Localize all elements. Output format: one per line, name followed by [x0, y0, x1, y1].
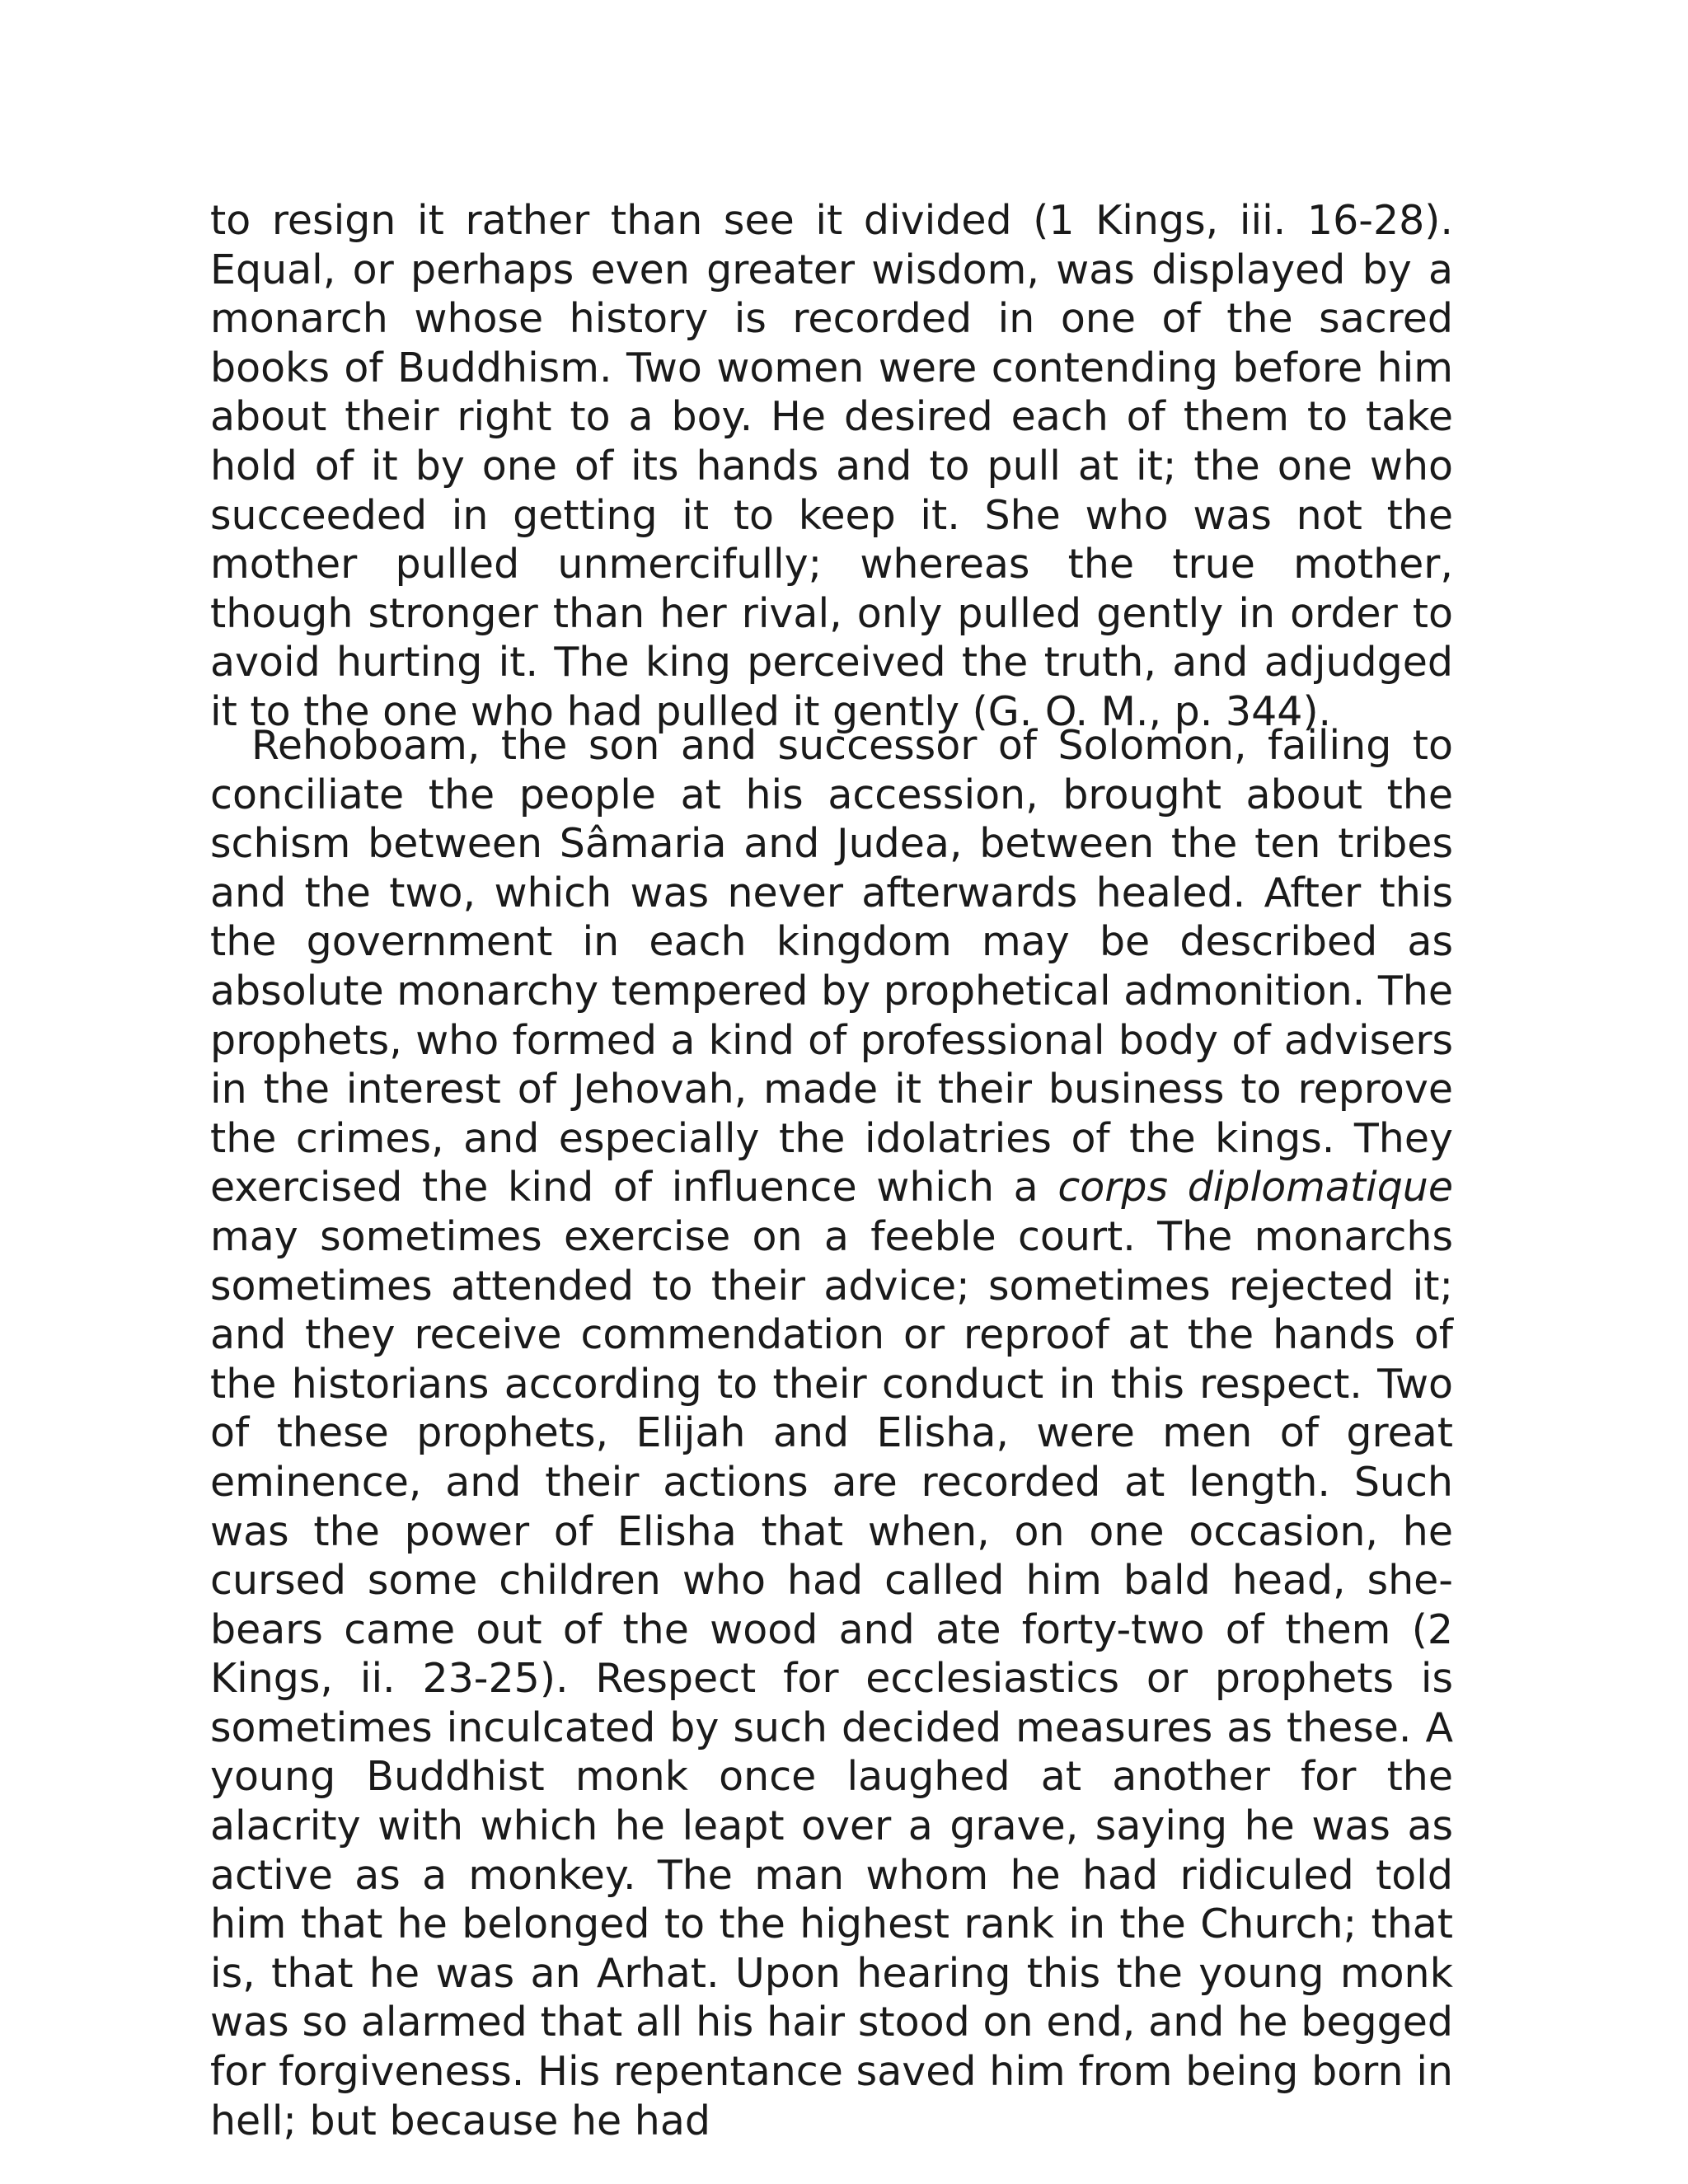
italic-phrase: corps diplomatique	[1057, 1164, 1453, 1212]
paragraph-text-before-italic: Rehoboam, the son and successor of Solomon, failing to conciliate the people at his accession, brought about the schism between Sâmaria and Judea, between the ten tribes and the two, which was never afterwards healed. After this the government in each kingdom may be described as absolute monarchy tempered by prophetical admonition. The prophets, who formed a kind of professional body of advisers in the interest of Jehovah, made it their business to reprove the crimes, and especially the idolatries of the kings. They exercised the kind of influence which a	[210, 722, 1453, 1212]
paragraph-rehoboam	[210, 721, 1453, 2145]
paragraph-text-after-italic: may sometimes exercise on a feeble court. The monarchs sometimes attended to their advice; sometimes rejected it; and they receive commendation or reproof at the hands of the historians according to their conduct in this respect. Two of these prophets, Elijah and Elisha, were men of great eminence, and their actions are recorded at length. Such was the power of Elisha that when, on one occasion, he cursed some children who had called him bald head, she-bears came out of the wood and ate forty-two of them (2 Kings, ii. 23-25). Respect for ecclesiastics or prophets is sometimes inculcated by such decided measures as these. A young Buddhist monk once laughed at another for the alacrity with which he leapt over a grave, saying he was as active as a monkey. The man whom he had ridiculed told him that he belonged to the highest rank in the Church; that is, that he was an Arhat. Upon hearing this the young monk was so alarmed that all his hair stood on end, and he begged for forgiveness. His repentance saved him from being born in hell; but because he had	[210, 1212, 1453, 2144]
paragraph-solomon-judgment: to resign it rather than see it divided (1 Kings, iii. 16-28). Equal, or perhaps even greater wisdom, was displayed by a monarch whose history is recorded in one of the sacred books of Buddhism. Two women were contending before him about their right to a boy. He desired each of them to take hold of it by one of its hands and to pull at it; the one who succeeded in getting it to keep it. She who was not the mother pulled unmercifully; whereas the true mother, though stronger than her rival, only pulled gently in order to avoid hurting it. The king perceived the truth, and adjudged it to the one who had pulled it gently (G. O. M., p. 344).	[210, 197, 1453, 735]
